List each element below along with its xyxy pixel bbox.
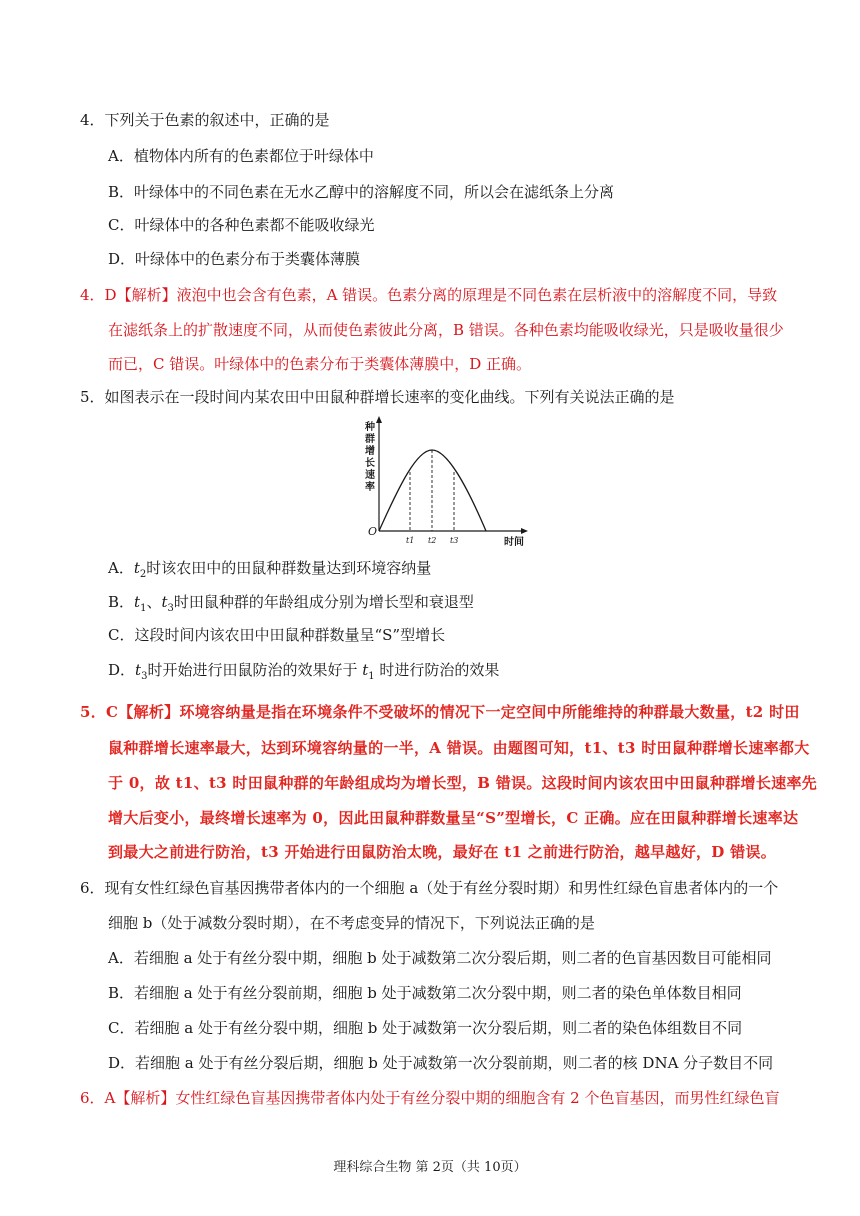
- tick-t3: t3: [450, 536, 459, 545]
- y-label-char: 速: [365, 470, 375, 481]
- q5-option-b: B．$t_1$、$t_3$时田鼠种群的年龄组成分别为增长型和衰退型: [108, 593, 474, 614]
- y-label-char: 种: [365, 422, 375, 433]
- q4-option-d: D．叶绿体中的色素分布于类囊体薄膜: [108, 250, 361, 268]
- y-label-char: 长: [365, 458, 375, 469]
- q5-answer-line: 到最大之前进行防治，t3 开始进行田鼠防治太晚，最好在 t1 之前进行防治，越早越好，D 错误。: [108, 843, 777, 861]
- x-axis-arrow: [521, 528, 528, 534]
- y-label-char: 增: [365, 446, 375, 457]
- q4-answer-line: 在滤纸条上的扩散速度不同，从而使色素彼此分离，B 错误。各种色素均能吸收绿光，只是吸收量很少: [108, 321, 784, 339]
- q6-answer-line: 6．A【解析】女性红绿色盲基因携带者体内处于有丝分裂中期的细胞含有 2 个色盲基因，而男性红绿色盲: [80, 1089, 780, 1107]
- page-footer: 理科综合生物 第 2页（共 10页）: [333, 1160, 527, 1175]
- q4-stem: 4．下列关于色素的叙述中，正确的是: [80, 111, 330, 129]
- growth-curve: [379, 450, 486, 531]
- q4-option-c: C．叶绿体中的各种色素都不能吸收绿光: [108, 216, 375, 234]
- x-axis-label: 时间: [504, 537, 524, 548]
- q6-option-c: C．若细胞 a 处于有丝分裂中期，细胞 b 处于减数第一次分裂后期，则二者的染色体组数目不同: [108, 1019, 743, 1037]
- q6-option-a: A．若细胞 a 处于有丝分裂中期，细胞 b 处于减数第二次分裂后期，则二者的色盲基因数目可能相同: [108, 949, 772, 967]
- q4-option-b: B．叶绿体中的不同色素在无水乙醇中的溶解度不同，所以会在滤纸条上分离: [108, 183, 615, 201]
- q5-stem: 5．如图表示在一段时间内某农田中田鼠种群增长速率的变化曲线。下列有关说法正确的是: [80, 388, 675, 406]
- y-label-char: 率: [365, 482, 375, 493]
- q6-stem: 6．现有女性红绿色盲基因携带者体内的一个细胞 a（处于有丝分裂时期）和男性红绿色盲患者体内的一个: [80, 879, 779, 897]
- tick-t1: t1: [406, 536, 415, 545]
- q5-answer-line: 增大后变小，最终增长速率为 0，因此田鼠种群数量呈“S”型增长，C 正确。应在田鼠种群增长速率达: [108, 809, 799, 827]
- q6-option-d: D．若细胞 a 处于有丝分裂后期，细胞 b 处于减数第一次分裂前期，则二者的核 DNA 分子数目不同: [108, 1054, 774, 1072]
- tick-labels: [406, 536, 458, 545]
- q5-option-a: A．$t_2$时该农田中的田鼠种群数量达到环境容纳量: [108, 559, 432, 580]
- q6-stem: 细胞 b（处于减数分裂时期），在不考虑变异的情况下，下列说法正确的是: [108, 914, 595, 932]
- q4-option-a: A．植物体内所有的色素都位于叶绿体中: [108, 147, 374, 165]
- q5-option-c: C．这段时间内该农田中田鼠种群数量呈“S”型增长: [108, 626, 446, 644]
- q5-answer-line: 于 0，故 t1、t3 时田鼠种群的年龄组成均为增长型，B 错误。这段时间内该农田中田鼠种群增长速率先: [108, 774, 818, 792]
- tick-t2: t2: [428, 536, 437, 545]
- q5-option-d: D．$t_3$时开始进行田鼠防治的效果好于 $t_1$ 时进行防治的效果: [108, 661, 500, 682]
- q4-answer-line: 而已，C 错误。叶绿体中的色素分布于类囊体薄膜中，D 正确。: [108, 355, 532, 373]
- q4-answer-line: 4．D【解析】液泡中也会含有色素，A 错误。色素分离的原理是不同色素在层析液中的溶解度不同，导致: [80, 286, 778, 304]
- q6-option-b: B．若细胞 a 处于有丝分裂前期，细胞 b 处于减数第二次分裂中期，则二者的染色单体数目相同: [108, 984, 742, 1002]
- y-axis-arrow: [376, 416, 382, 423]
- origin-label: O: [368, 525, 378, 538]
- q5-answer-line: 5．C【解析】环境容纳量是指在环境条件不受破坏的情况下一定空间中所能维持的种群最大数量，t2 时田: [80, 703, 800, 721]
- y-label-char: 群: [365, 434, 375, 445]
- growth-rate-figure: [362, 414, 542, 556]
- y-axis-label: [364, 420, 375, 493]
- q5-answer-line: 鼠种群增长速率最大，达到环境容纳量的一半，A 错误。由题图可知，t1、t3 时田鼠种群增长速率都大: [108, 739, 810, 757]
